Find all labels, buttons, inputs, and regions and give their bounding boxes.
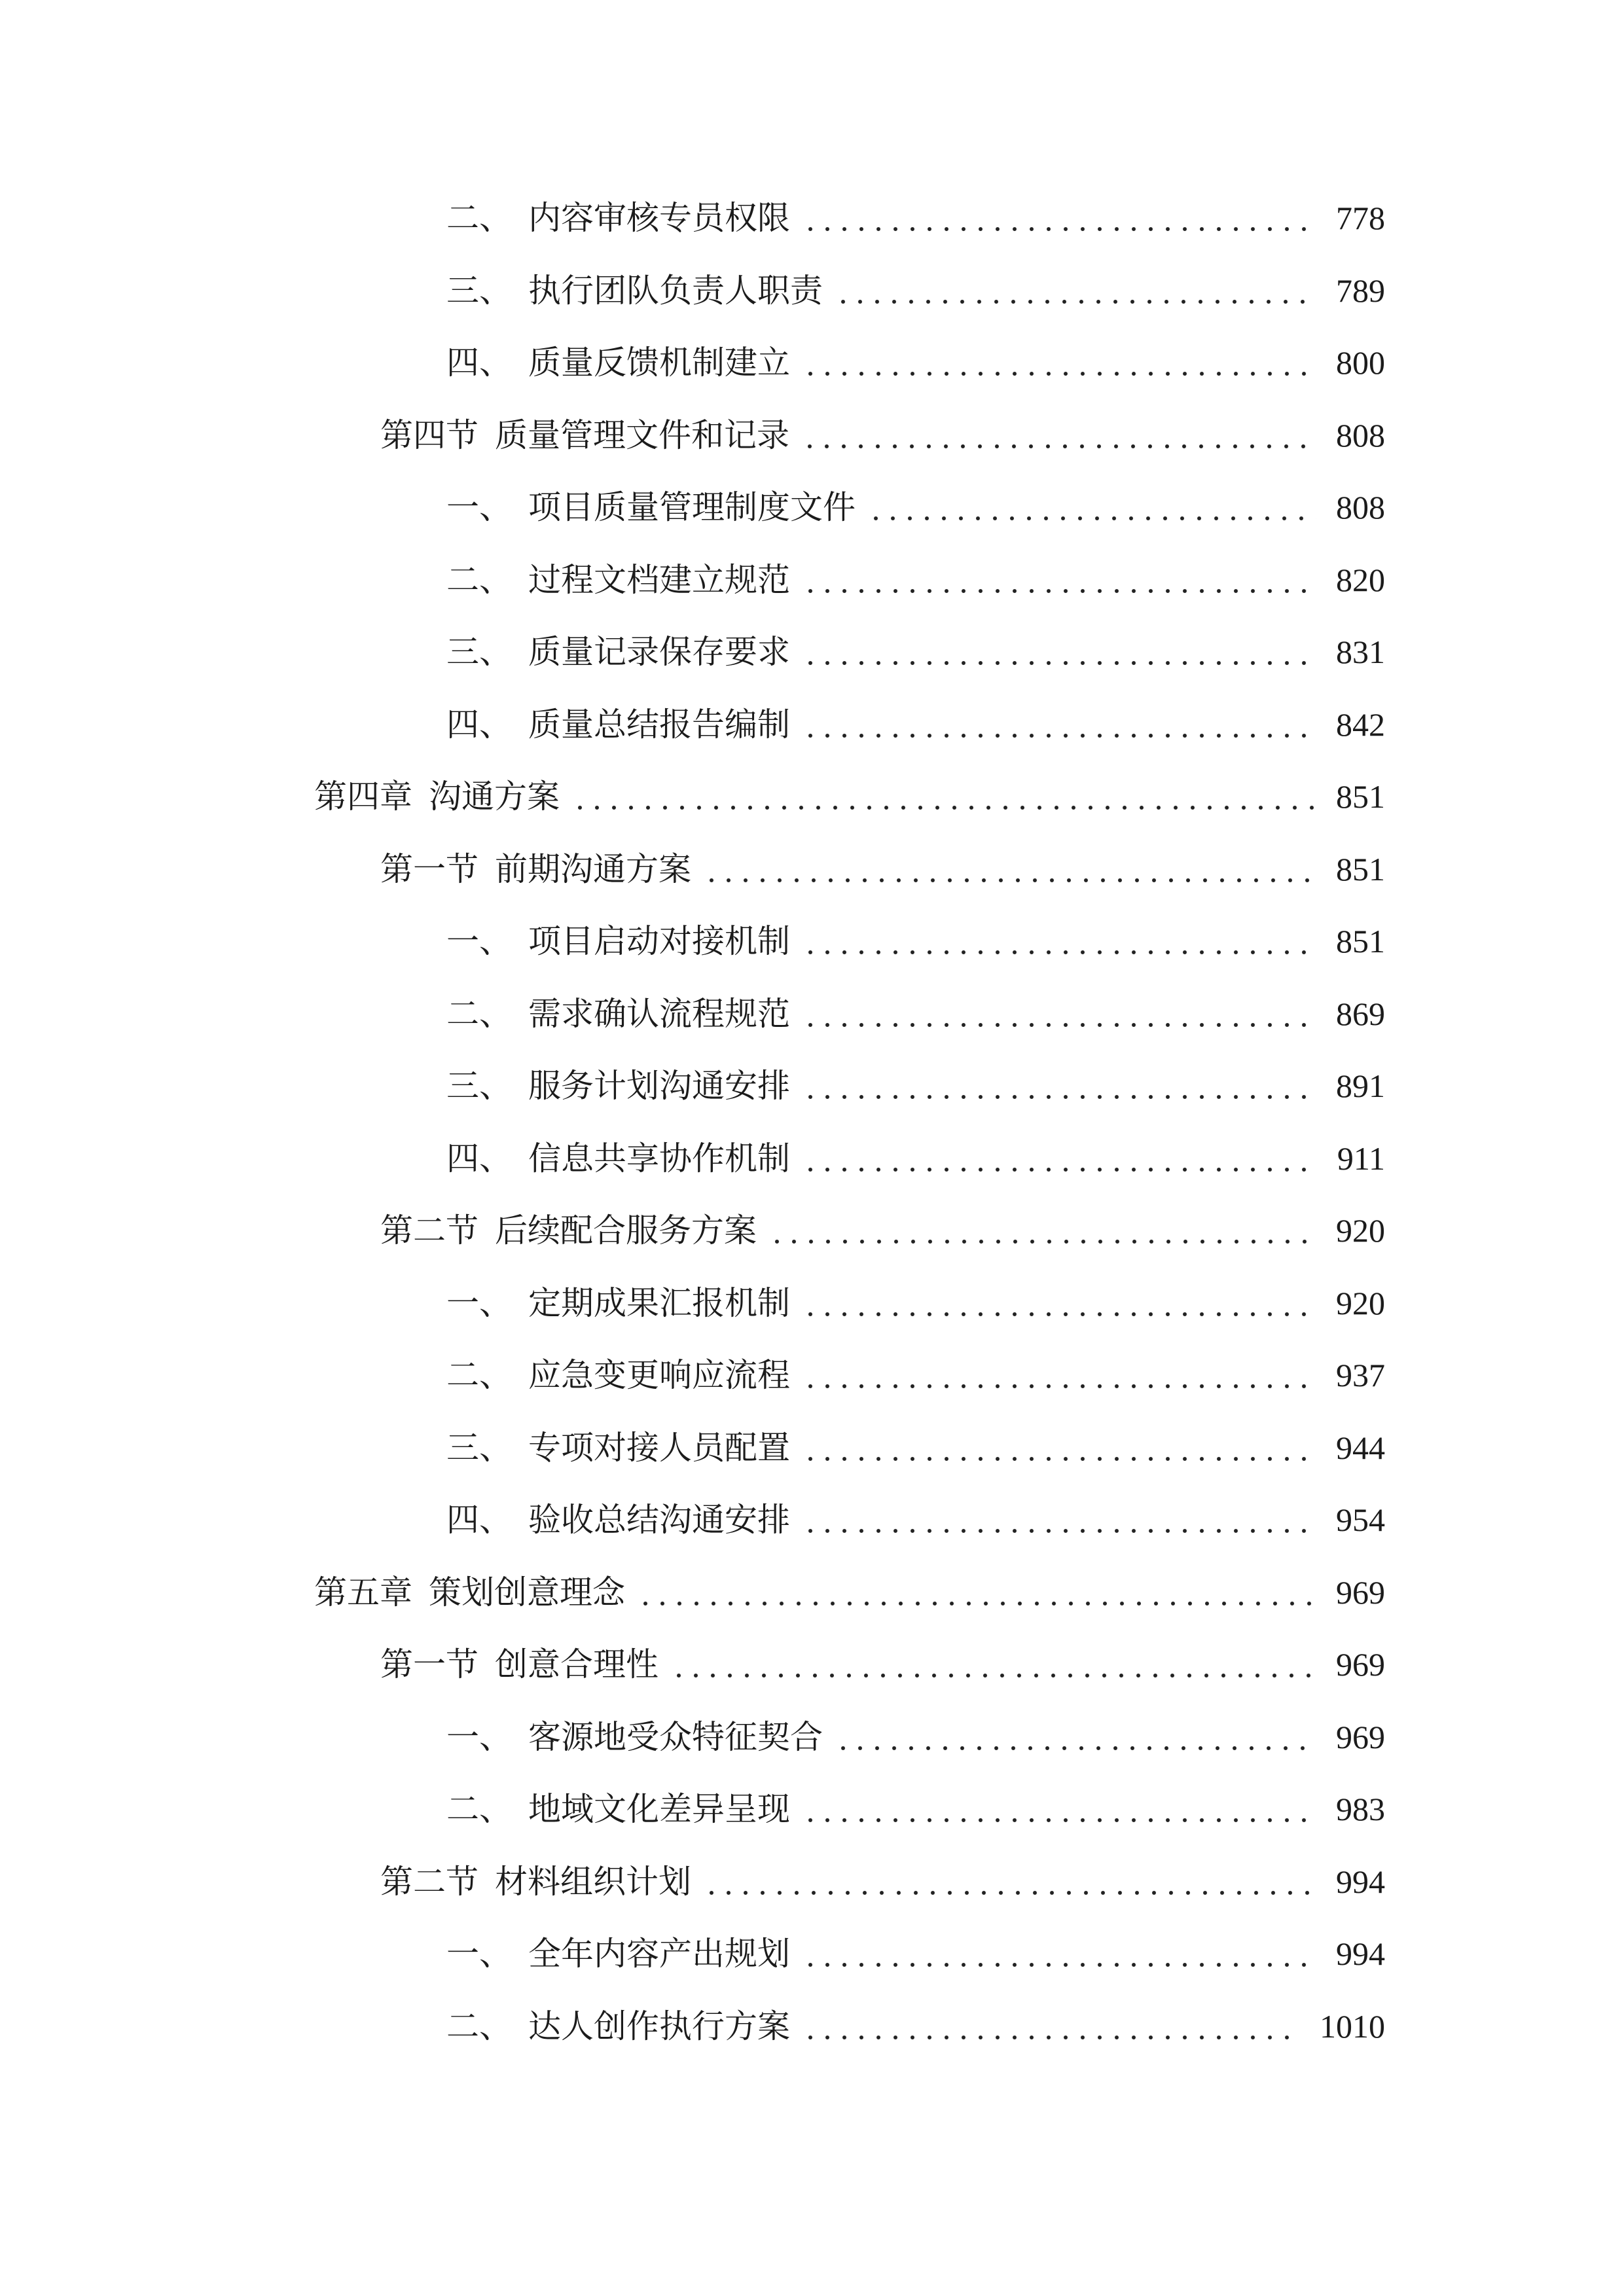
toc-chapter-number: 第四章 (314, 778, 412, 816)
dot-leader (703, 853, 1316, 886)
toc-entry-number: 一、 (446, 923, 512, 960)
toc-entry-page-number: 911 (1337, 1139, 1385, 1177)
toc-section-entry (0, 833, 1385, 906)
toc-entry-page-number: 891 (1336, 1067, 1385, 1105)
toc-entry-number: 三、 (446, 1067, 512, 1105)
toc-entry-number: 二、 (446, 2007, 512, 2045)
dot-leader (637, 1576, 1316, 1609)
dot-leader (835, 1721, 1316, 1753)
dot-leader (802, 2010, 1300, 2043)
toc-section-number: 第二节 (380, 1212, 478, 1249)
toc-entry-number: 四、 (446, 706, 512, 743)
toc-section-page-number: 851 (1336, 850, 1385, 888)
toc-entry (0, 978, 1385, 1050)
toc-entry-page-number: 808 (1336, 489, 1385, 526)
toc-entry-page-number: 820 (1336, 561, 1385, 598)
toc-entry-number: 二、 (446, 995, 512, 1032)
toc-section-title: 后续配合服务方案 (495, 1212, 757, 1249)
toc-entry (0, 689, 1385, 761)
dot-leader (670, 1648, 1316, 1681)
dot-leader (571, 780, 1316, 813)
dot-leader (802, 1793, 1316, 1825)
toc-entry-number: 一、 (446, 1935, 512, 1973)
toc-entry-number: 三、 (446, 1429, 512, 1466)
toc-section-entry (0, 1846, 1385, 1918)
dot-leader (802, 925, 1316, 958)
toc-entry-title: 客源地受众特征契合 (528, 1718, 823, 1755)
toc-entry-page-number: 983 (1336, 1791, 1385, 1828)
dot-leader (802, 1359, 1316, 1391)
toc-entry-title: 验收总结沟通安排 (528, 1501, 790, 1539)
toc-entry-page-number: 954 (1336, 1501, 1385, 1539)
toc-entry-title: 信息共享协作机制 (528, 1139, 790, 1177)
toc-section-number: 第一节 (380, 1646, 478, 1683)
toc-entry-title: 项目启动对接机制 (528, 923, 790, 960)
dot-leader (867, 491, 1316, 524)
toc-entry-number: 二、 (446, 561, 512, 598)
dot-leader (802, 1503, 1316, 1536)
toc-section-number: 第四节 (380, 416, 478, 454)
toc-entry-title: 需求确认流程规范 (528, 995, 790, 1032)
toc-entry-page-number: 944 (1336, 1429, 1385, 1466)
toc-chapter-title: 策划创意理念 (429, 1573, 625, 1611)
toc-section-title: 创意合理性 (495, 1646, 659, 1683)
toc-section-number: 第二节 (380, 1863, 478, 1900)
toc-entry-title: 达人创作执行方案 (528, 2007, 790, 2045)
toc-section-title: 质量管理文件和记录 (495, 416, 789, 454)
toc-section-title: 材料组织计划 (495, 1863, 691, 1900)
toc-entry-page-number: 789 (1336, 272, 1385, 309)
toc-entry-number: 四、 (446, 1139, 512, 1177)
toc-entry-title: 过程文档建立规范 (528, 561, 790, 598)
toc-entry-number: 一、 (446, 1284, 512, 1321)
toc-entry (0, 255, 1385, 327)
toc-section-entry (0, 1628, 1385, 1701)
toc-entry (0, 616, 1385, 689)
toc-section-entry (0, 1194, 1385, 1267)
toc-entry (0, 1990, 1385, 2063)
toc-chapter-number: 第五章 (314, 1573, 412, 1611)
toc-entry-page-number: 1010 (1320, 2007, 1385, 2045)
toc-entry (0, 1918, 1385, 1990)
toc-entry-title: 专项对接人员配置 (528, 1429, 790, 1466)
toc-entry (0, 1339, 1385, 1412)
toc-entry-number: 四、 (446, 1501, 512, 1539)
dot-leader (802, 1287, 1316, 1319)
dot-leader (768, 1214, 1316, 1247)
toc-section-page-number: 808 (1336, 416, 1385, 454)
table-of-contents (0, 182, 1385, 2062)
dot-leader (802, 636, 1316, 668)
dot-leader (802, 708, 1316, 741)
toc-entry-page-number: 800 (1336, 344, 1385, 382)
toc-entry (0, 544, 1385, 617)
toc-entry (0, 1773, 1385, 1846)
toc-entry (0, 1050, 1385, 1122)
dot-leader (802, 1937, 1316, 1970)
dot-leader (802, 1431, 1316, 1464)
toc-entry (0, 1267, 1385, 1340)
toc-entry (0, 1122, 1385, 1195)
toc-section-entry (0, 399, 1385, 472)
toc-entry (0, 1701, 1385, 1774)
toc-entry (0, 905, 1385, 978)
dot-leader (802, 1142, 1318, 1175)
toc-entry-page-number: 851 (1336, 923, 1385, 960)
toc-chapter-title: 沟通方案 (429, 778, 560, 816)
toc-entry-title: 服务计划沟通安排 (528, 1067, 790, 1105)
toc-entry (0, 471, 1385, 544)
toc-entry-title: 地域文化差异呈现 (528, 1791, 790, 1828)
toc-entry-title: 质量记录保存要求 (528, 634, 790, 671)
dot-leader (802, 202, 1316, 234)
toc-entry-page-number: 778 (1336, 200, 1385, 237)
dot-leader (802, 1069, 1316, 1102)
toc-entry-page-number: 920 (1336, 1284, 1385, 1321)
toc-entry-number: 一、 (446, 489, 512, 526)
toc-entry (0, 182, 1385, 255)
dot-leader (801, 419, 1316, 452)
toc-section-title: 前期沟通方案 (495, 850, 691, 888)
toc-entry-page-number: 842 (1336, 706, 1385, 743)
dot-leader (802, 997, 1316, 1030)
toc-entry-number: 二、 (446, 200, 512, 237)
toc-entry (0, 1484, 1385, 1556)
toc-entry-title: 质量总结报告编制 (528, 706, 790, 743)
toc-entry-title: 应急变更响应流程 (528, 1357, 790, 1394)
toc-entry-title: 全年内容产出规划 (528, 1935, 790, 1973)
toc-entry-page-number: 937 (1336, 1357, 1385, 1394)
toc-section-number: 第一节 (380, 850, 478, 888)
toc-section-page-number: 969 (1336, 1646, 1385, 1683)
toc-chapter-page-number: 851 (1336, 778, 1385, 816)
toc-entry-title: 项目质量管理制度文件 (528, 489, 856, 526)
toc-entry-number: 三、 (446, 634, 512, 671)
dot-leader (703, 1865, 1316, 1898)
toc-section-page-number: 994 (1336, 1863, 1385, 1900)
toc-entry-number: 一、 (446, 1718, 512, 1755)
toc-entry-number: 四、 (446, 344, 512, 382)
toc-entry-title: 定期成果汇报机制 (528, 1284, 790, 1321)
toc-chapter-entry (0, 1556, 1385, 1629)
dot-leader (802, 564, 1316, 596)
toc-entry-number: 二、 (446, 1791, 512, 1828)
toc-section-page-number: 920 (1336, 1212, 1385, 1249)
toc-entry (0, 327, 1385, 399)
toc-chapter-entry (0, 761, 1385, 833)
toc-entry-title: 内容审核专员权限 (528, 200, 790, 237)
toc-entry-title: 质量反馈机制建立 (528, 344, 790, 382)
toc-entry-page-number: 994 (1336, 1935, 1385, 1973)
toc-entry-page-number: 831 (1336, 634, 1385, 671)
toc-chapter-page-number: 969 (1336, 1573, 1385, 1611)
toc-entry-number: 二、 (446, 1357, 512, 1394)
toc-entry-page-number: 969 (1336, 1718, 1385, 1755)
toc-entry-page-number: 869 (1336, 995, 1385, 1032)
toc-entry-number: 三、 (446, 272, 512, 309)
dot-leader (802, 346, 1316, 379)
dot-leader (835, 274, 1316, 307)
toc-entry (0, 1412, 1385, 1484)
toc-entry-title: 执行团队负责人职责 (528, 272, 823, 309)
